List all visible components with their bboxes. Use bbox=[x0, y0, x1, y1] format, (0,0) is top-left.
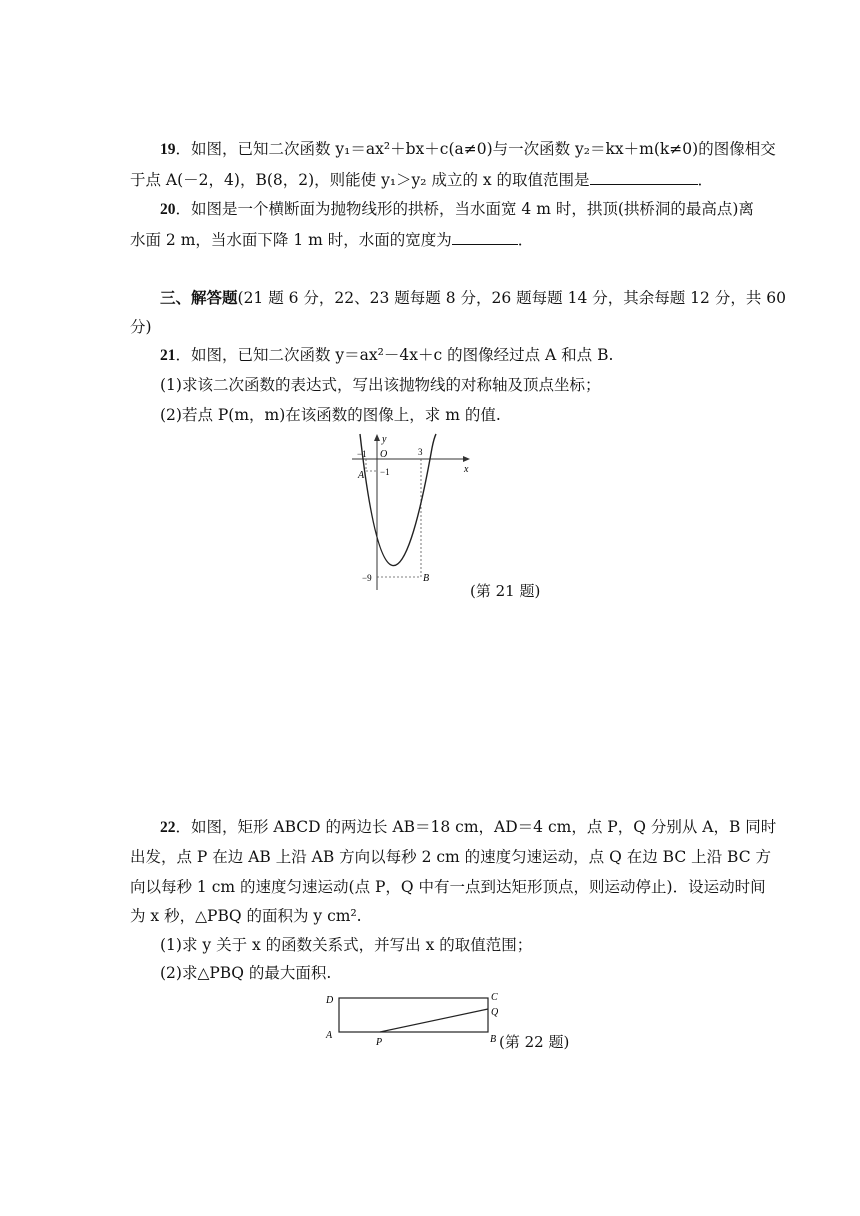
q22-label-q: Q bbox=[491, 1007, 499, 1018]
q21-point-a: A bbox=[358, 470, 365, 481]
q21-x-axis-arrow bbox=[463, 456, 470, 462]
q22-line1 bbox=[160, 816, 776, 839]
q22-line4 bbox=[130, 905, 362, 927]
q21-tick-neg9: −9 bbox=[362, 573, 372, 583]
q22-part1-text: (1)求 y 关于 x 的函数关系式，并写出 x 的取值范围； bbox=[160, 936, 533, 954]
q21-caption: (第 21 题) bbox=[470, 582, 541, 600]
q20-text-line2: 水面 2 m，当水面下降 1 m 时，水面的宽度为 bbox=[130, 231, 452, 249]
q21-parabola bbox=[360, 434, 436, 566]
q21-label-x: x bbox=[464, 464, 469, 475]
q21-line1 bbox=[160, 344, 613, 367]
q19-answer-blank[interactable] bbox=[590, 168, 698, 185]
q20-number: 20 bbox=[160, 201, 176, 218]
q22-part2-text: (2)求△PBQ 的最大面积. bbox=[160, 964, 332, 982]
section3-scoring-end: 分) bbox=[130, 318, 152, 336]
q22-text-line4: 为 x 秒，△PBQ 的面积为 y cm². bbox=[130, 907, 362, 925]
q20-text-line1: ．如图是一个横断面为抛物线形的拱桥，当水面宽 4 m 时，拱顶(拱桥洞的最高点)离 bbox=[175, 200, 754, 218]
q22-number: 22 bbox=[160, 819, 176, 836]
q21-label-origin: O bbox=[380, 449, 388, 460]
q22-line2 bbox=[130, 846, 771, 868]
section3-scoring: (21 题 6 分，22、23 题每题 8 分，26 题每题 14 分，其余每题 12 分，共 60 bbox=[237, 289, 786, 307]
q22-part1 bbox=[160, 934, 532, 956]
q20-line1 bbox=[160, 198, 754, 221]
q20-line2 bbox=[130, 228, 533, 251]
q22-text-line1: ．如图，矩形 ABCD 的两边长 AB＝18 cm，AD＝4 cm，点 P，Q 分别从 A，B 同时 bbox=[175, 818, 777, 836]
q21-part1-text: (1)求该二次函数的表达式，写出该抛物线的对称轴及顶点坐标； bbox=[160, 376, 601, 394]
q21-figure bbox=[348, 432, 483, 594]
q21-part1 bbox=[160, 374, 600, 396]
q19-period: ． bbox=[697, 171, 714, 189]
q19-text-line1: ．如图，已知二次函数 y₁＝ax²＋bx＋c(a≠0)与一次函数 y₂＝kx＋m(k≠0)的图像相交 bbox=[175, 140, 776, 158]
q22-label-p: P bbox=[376, 1037, 383, 1046]
q22-part2 bbox=[160, 962, 331, 984]
section3-line1 bbox=[160, 287, 786, 310]
q21-number: 21 bbox=[160, 347, 176, 364]
q21-text-line1: ．如图，已知二次函数 y＝ax²－4x＋c 的图像经过点 A 和点 B. bbox=[175, 346, 614, 364]
q22-rectangle-abcd bbox=[339, 998, 488, 1032]
q19-line1 bbox=[160, 138, 776, 161]
section3-line2 bbox=[130, 316, 152, 338]
q22-segment-pq bbox=[380, 1009, 488, 1032]
q20-answer-blank[interactable] bbox=[452, 228, 518, 245]
q21-y-axis-arrow bbox=[374, 434, 380, 441]
q19-line2 bbox=[130, 168, 713, 191]
q19-number: 19 bbox=[160, 141, 176, 158]
q22-label-a: A bbox=[326, 1030, 333, 1041]
q22-caption: (第 22 题) bbox=[499, 1033, 570, 1051]
q22-label-d: D bbox=[326, 995, 334, 1006]
q21-tick-neg1-y: −1 bbox=[380, 467, 390, 477]
q21-part2 bbox=[160, 404, 501, 426]
q21-tick-neg1-x: −1 bbox=[357, 449, 367, 459]
q21-tick-3: 3 bbox=[418, 447, 423, 457]
q19-text-line2: 于点 A(－2，4)，B(8，2)，则能使 y₁＞y₂ 成立的 x 的取值范围是 bbox=[130, 171, 590, 189]
q22-text-line3: 向以每秒 1 cm 的速度匀速运动(点 P，Q 中有一点到达矩形顶点，则运动停止)．设运动时间 bbox=[130, 878, 766, 896]
section3-title: 三、解答题 bbox=[160, 290, 238, 307]
q21-part2-text: (2)若点 P(m，m)在该函数的图像上，求 m 的值. bbox=[160, 406, 501, 424]
q20-period: ． bbox=[517, 231, 534, 249]
q22-text-line2: 出发，点 P 在边 AB 上沿 AB 方向以每秒 2 cm 的速度匀速运动，点 Q 在边 BC 上沿 BC 方 bbox=[130, 848, 772, 866]
q22-label-b: B bbox=[490, 1034, 497, 1045]
q22-line3 bbox=[130, 876, 766, 898]
q22-label-c: C bbox=[491, 992, 498, 1003]
q21-label-y: y bbox=[382, 434, 387, 445]
q21-point-b: B bbox=[423, 573, 430, 584]
q22-figure bbox=[320, 990, 510, 1046]
